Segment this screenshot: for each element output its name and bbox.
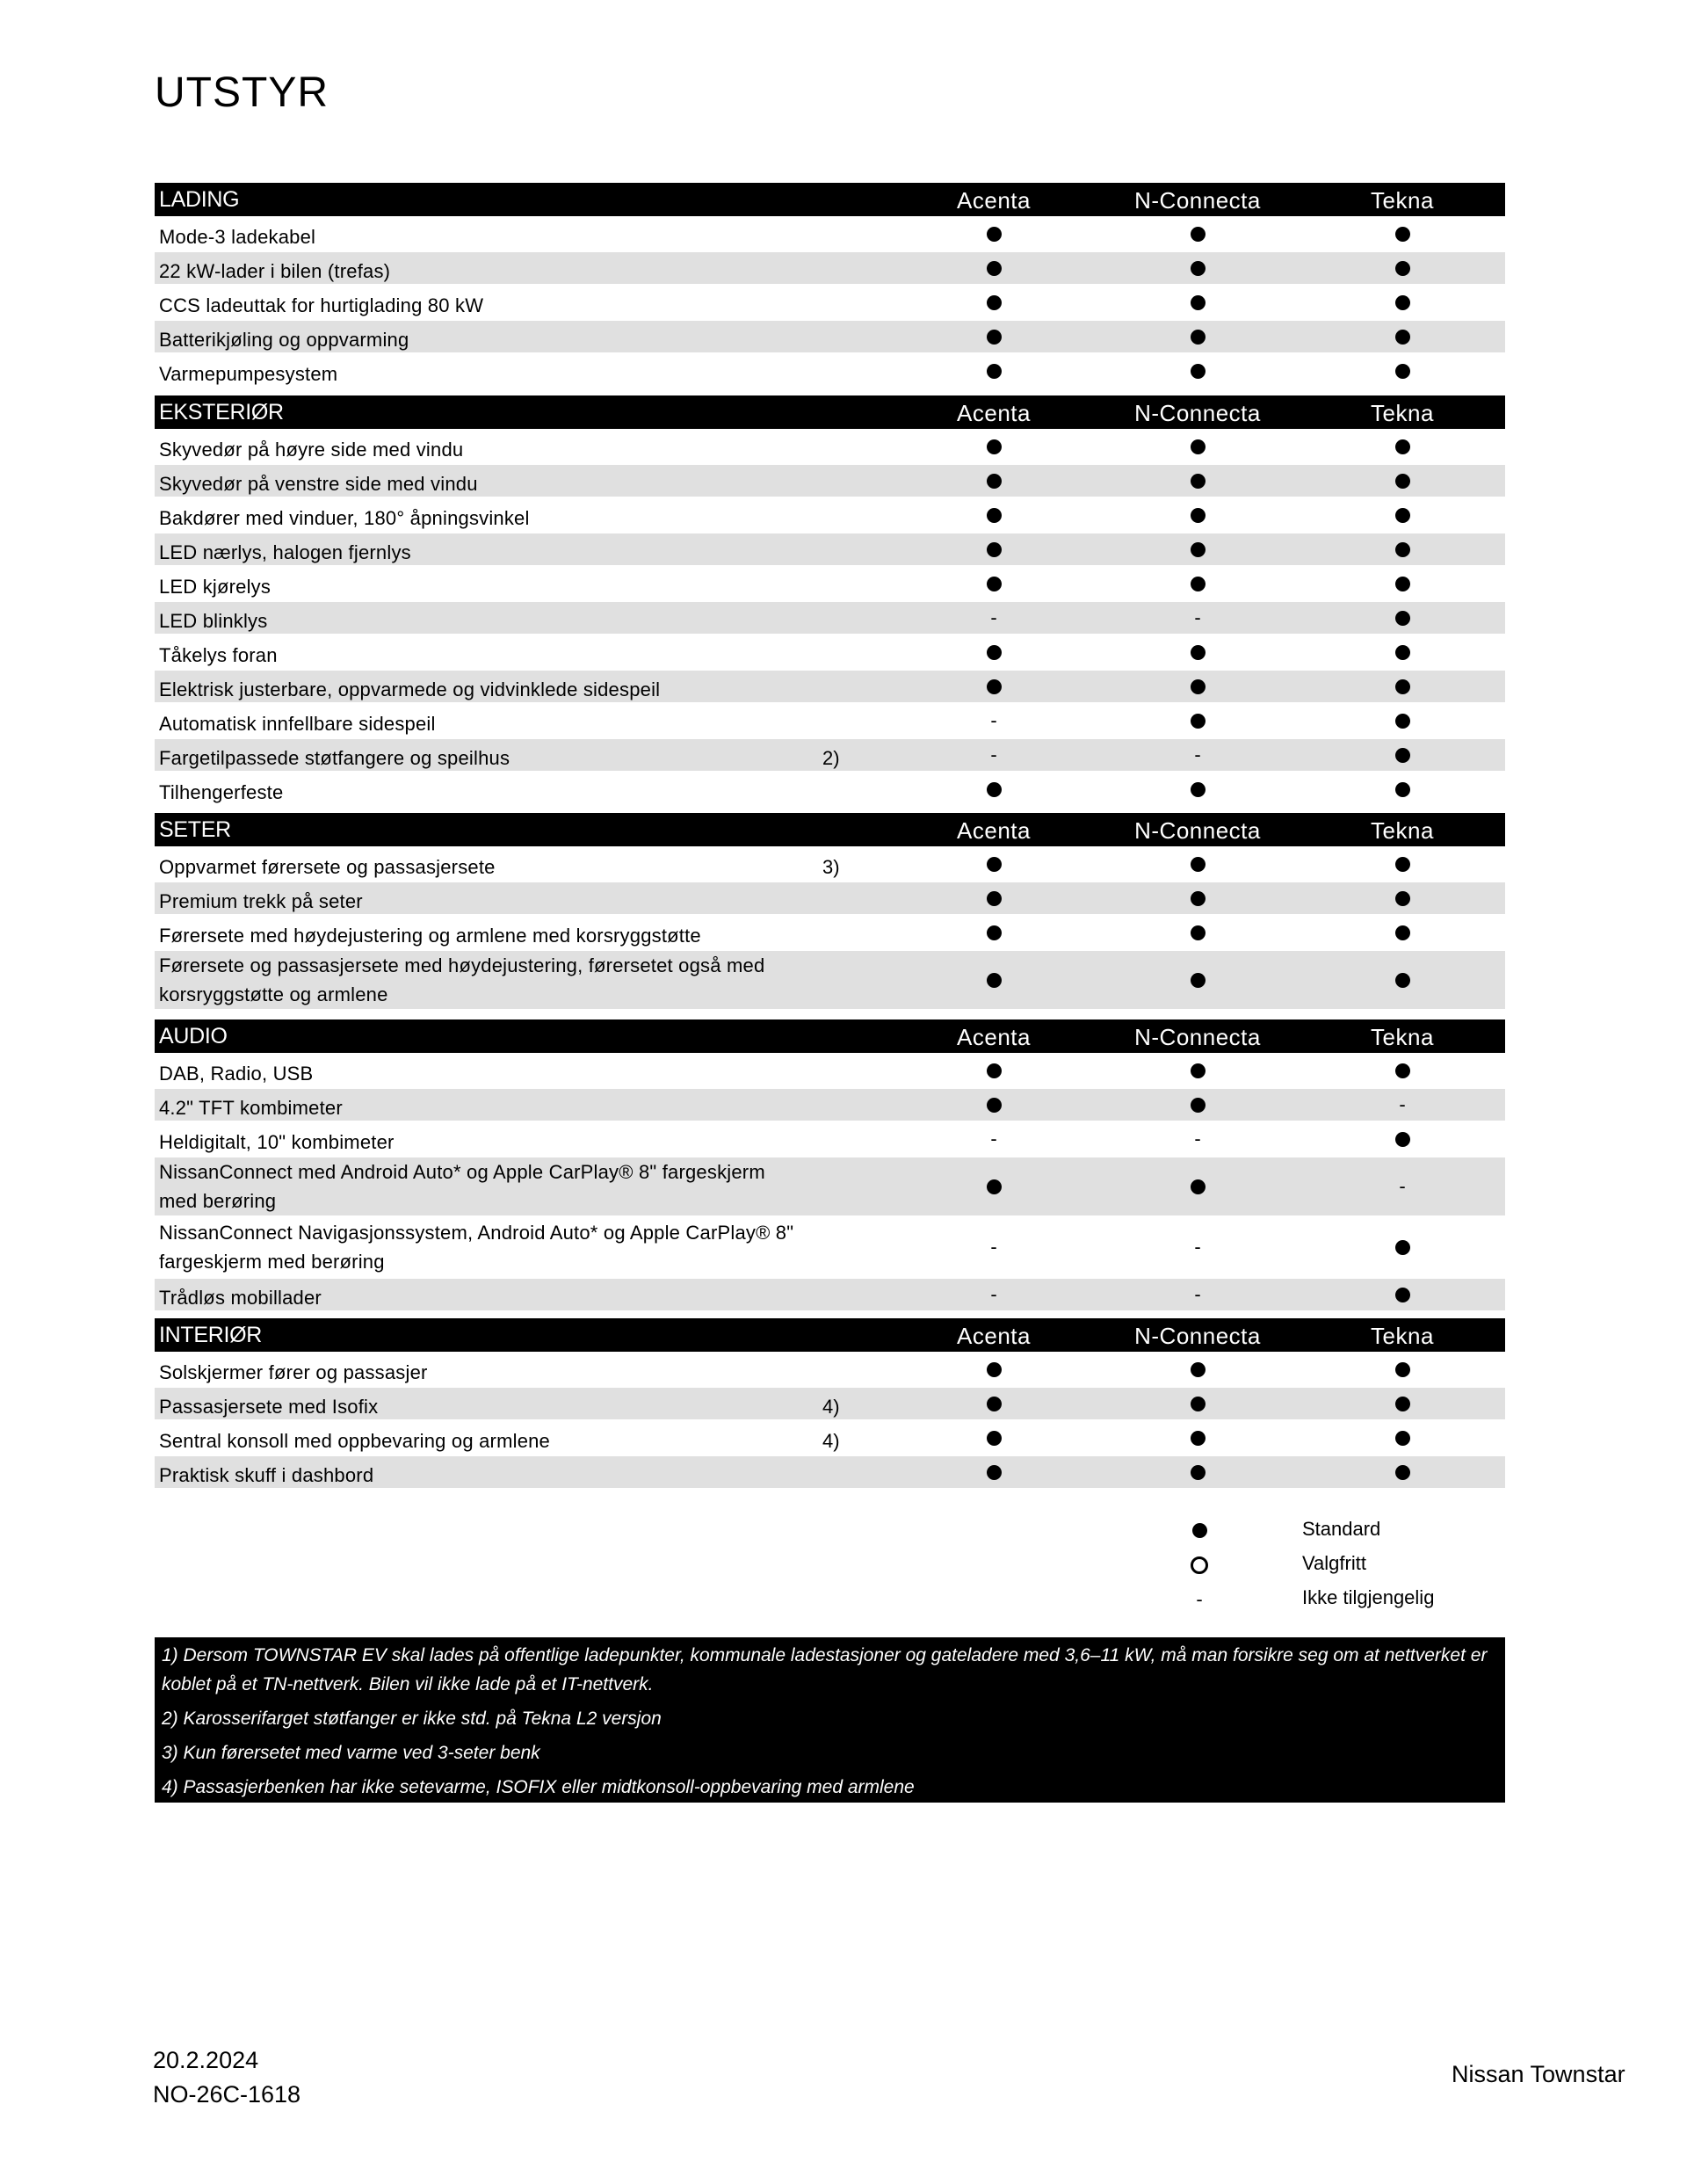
table-row (155, 321, 1505, 352)
availability-cell (1110, 287, 1285, 318)
standard-dot-icon (987, 645, 1002, 660)
standard-dot-icon (987, 295, 1002, 310)
standard-dot-icon (987, 364, 1002, 379)
standard-dot-icon (1191, 261, 1206, 276)
legend-optional-symbol (1142, 1548, 1256, 1582)
column-header: Acenta (957, 1024, 1031, 1050)
section-header (155, 1019, 1505, 1053)
legend-label: Valgfritt (1302, 1552, 1366, 1574)
footnote: 1) Dersom TOWNSTAR EV skal lades på offentlige ladepunkter, kommunale ladestasjoner og gateladere med 3,6–11 kW, må man forsikre seg om at nettverket er koblet på et TN-nettverk. Bilen vil ikke lade på et IT-nettverk. (162, 1645, 1488, 1694)
section-header (155, 183, 1505, 216)
standard-dot-icon (987, 542, 1002, 557)
spec-table-seter (155, 813, 1505, 1012)
feature-label: Fargetilpassede støtfangere og speilhus (159, 747, 510, 769)
standard-dot-icon (1395, 1397, 1410, 1411)
availability-cell (1110, 533, 1285, 565)
not-available-dash: - (1194, 1283, 1201, 1305)
availability-cell (1110, 739, 1285, 771)
not-available-dash: - (1194, 606, 1201, 628)
standard-dot-icon (1191, 925, 1206, 940)
column-header: Tekna (1371, 400, 1434, 426)
standard-dot-icon (1191, 227, 1206, 242)
feature-label: Førersete med høydejustering og armlene med korsryggstøtte (159, 925, 701, 947)
table-row (155, 1456, 1505, 1488)
availability-cell (906, 1456, 1082, 1488)
standard-dot-icon (1191, 330, 1206, 345)
column-header: Tekna (1371, 1323, 1434, 1349)
standard-dot-icon (1191, 1362, 1206, 1377)
standard-dot-icon (1395, 645, 1410, 660)
not-available-dash: - (1399, 1093, 1406, 1115)
feature-label: NissanConnect med Android Auto* og Apple CarPlay® 8" fargeskjerm med berøring (159, 1161, 765, 1212)
table-row (155, 1157, 1505, 1215)
feature-label: Bakdører med vinduer, 180° åpningsvinkel (159, 507, 530, 529)
availability-cell (1314, 465, 1490, 497)
standard-dot-icon (1191, 782, 1206, 797)
availability-cell (906, 1279, 1082, 1310)
standard-dot-icon (1191, 1063, 1206, 1078)
table-row (155, 252, 1505, 284)
availability-cell (906, 1157, 1082, 1215)
feature-label: Sentral konsoll med oppbevaring og armlene (159, 1430, 550, 1452)
table-row (155, 431, 1505, 462)
standard-dot-icon (987, 857, 1002, 872)
section-title: INTERIØR (159, 1323, 263, 1347)
column-header: Acenta (957, 400, 1031, 426)
legend (1142, 1513, 1511, 1616)
feature-label: Skyvedør på høyre side med vindu (159, 439, 464, 461)
standard-dot-icon (987, 330, 1002, 345)
availability-cell (1314, 739, 1490, 771)
availability-cell (1314, 355, 1490, 387)
availability-cell (906, 287, 1082, 318)
standard-dot-icon (1395, 227, 1410, 242)
standard-dot-icon (987, 474, 1002, 489)
section-title: AUDIO (159, 1024, 228, 1048)
availability-cell (906, 533, 1082, 565)
availability-cell (1314, 1279, 1490, 1310)
feature-label: Skyvedør på venstre side med vindu (159, 473, 478, 495)
table-row (155, 1353, 1505, 1385)
feature-label: DAB, Radio, USB (159, 1063, 314, 1085)
availability-cell (906, 1123, 1082, 1155)
standard-dot-icon (1191, 508, 1206, 523)
availability-cell (906, 321, 1082, 352)
standard-dot-icon (1191, 857, 1206, 872)
availability-cell (1314, 1123, 1490, 1155)
standard-dot-icon (1395, 1362, 1410, 1377)
feature-label: Førersete og passasjersete med høydejustering, førersetet også med korsryggstøtte og armlene (159, 954, 765, 1005)
not-available-dash: - (990, 744, 997, 765)
footnote-ref: 4) (822, 1430, 840, 1452)
column-header: Tekna (1371, 187, 1434, 214)
table-row (155, 499, 1505, 531)
legend-label: Standard (1302, 1518, 1381, 1540)
table-row (155, 568, 1505, 599)
standard-dot-icon (1191, 474, 1206, 489)
availability-cell (1110, 568, 1285, 599)
standard-dot-icon (1395, 474, 1410, 489)
feature-label: Elektrisk justerbare, oppvarmede og vidvinklede sidespeil (159, 678, 661, 700)
standard-dot-icon (1191, 679, 1206, 694)
availability-cell (1110, 1456, 1285, 1488)
not-available-dash: - (990, 709, 997, 731)
availability-cell (1110, 705, 1285, 736)
table-row (155, 602, 1505, 634)
legend-item (1142, 1582, 1511, 1616)
feature-label: NissanConnect Navigasjonssystem, Android Auto* og Apple CarPlay® 8" fargeskjerm med berøring (159, 1222, 794, 1273)
standard-dot-icon (1191, 973, 1206, 988)
standard-dot-icon (987, 1063, 1002, 1078)
availability-cell (1314, 1089, 1490, 1121)
standard-dot-icon (1395, 330, 1410, 345)
standard-dot-icon (1191, 1098, 1206, 1113)
footnotes (155, 1637, 1505, 1803)
standard-dot-icon (1395, 1465, 1410, 1480)
table-row (155, 218, 1505, 250)
availability-cell (906, 568, 1082, 599)
section-header (155, 813, 1505, 846)
standard-dot-icon (987, 925, 1002, 940)
availability-cell (1110, 1123, 1285, 1155)
feature-label: Automatisk innfellbare sidespeil (159, 713, 436, 735)
not-available-dash: - (1194, 1236, 1201, 1258)
feature-label: Trådløs mobillader (159, 1287, 322, 1309)
feature-label: Tilhengerfeste (159, 781, 284, 803)
feature-label: CCS ladeuttak for hurtiglading 80 kW (159, 294, 484, 316)
column-header: N-Connecta (1134, 1024, 1261, 1050)
standard-dot-icon (1395, 748, 1410, 763)
availability-cell (1110, 321, 1285, 352)
availability-cell (906, 1353, 1082, 1385)
standard-dot-icon (987, 891, 1002, 906)
section-header (155, 1318, 1505, 1352)
footnote: 3) Kun førersetet med varme ved 3-seter benk (162, 1743, 540, 1763)
availability-cell (1314, 568, 1490, 599)
availability-cell (1314, 917, 1490, 948)
availability-cell (1314, 848, 1490, 880)
standard-dot-icon (987, 1431, 1002, 1446)
standard-dot-icon (1192, 1523, 1207, 1538)
standard-dot-icon (987, 577, 1002, 591)
column-header: Acenta (957, 187, 1031, 214)
availability-cell (1314, 1218, 1490, 1276)
feature-label: Premium trekk på seter (159, 890, 363, 912)
spec-table-eksteriør (155, 395, 1505, 808)
legend-label: Ikke tilgjengelig (1302, 1586, 1435, 1608)
availability-cell (906, 1089, 1082, 1121)
standard-dot-icon (1191, 1397, 1206, 1411)
availability-cell (1110, 1388, 1285, 1419)
availability-cell (1314, 287, 1490, 318)
availability-cell (1314, 321, 1490, 352)
availability-cell (1110, 671, 1285, 702)
availability-cell (906, 431, 1082, 462)
standard-dot-icon (1395, 1431, 1410, 1446)
availability-cell (1314, 773, 1490, 805)
standard-dot-icon (1395, 679, 1410, 694)
availability-cell (1110, 951, 1285, 1009)
not-available-dash: - (1399, 1175, 1406, 1197)
availability-cell (1314, 1422, 1490, 1454)
standard-dot-icon (1395, 542, 1410, 557)
standard-dot-icon (1395, 782, 1410, 797)
page-title: UTSTYR (155, 69, 329, 116)
standard-dot-icon (1191, 295, 1206, 310)
feature-label: Mode-3 ladekabel (159, 226, 316, 248)
section-title: EKSTERIØR (159, 400, 284, 424)
availability-cell (1314, 533, 1490, 565)
standard-dot-icon (1395, 857, 1410, 872)
column-header: Tekna (1371, 1024, 1434, 1050)
availability-cell (1110, 1422, 1285, 1454)
footnote-ref: 4) (822, 1396, 840, 1418)
availability-cell (1110, 1218, 1285, 1276)
availability-cell (906, 602, 1082, 634)
spec-table-audio (155, 1019, 1505, 1313)
table-row (155, 1089, 1505, 1121)
column-header: Acenta (957, 1323, 1031, 1349)
column-header: N-Connecta (1134, 817, 1261, 844)
feature-label: LED kjørelys (159, 576, 272, 598)
standard-dot-icon (987, 439, 1002, 454)
standard-dot-icon (1395, 714, 1410, 729)
feature-label: Passasjersete med Isofix (159, 1396, 379, 1418)
not-available-dash: - (990, 1236, 997, 1258)
table-row (155, 1055, 1505, 1086)
availability-cell (906, 773, 1082, 805)
availability-cell (1314, 252, 1490, 284)
standard-dot-icon (987, 1465, 1002, 1480)
optional-ring-icon (1191, 1556, 1208, 1574)
availability-cell (906, 499, 1082, 531)
column-header: N-Connecta (1134, 1323, 1261, 1349)
availability-cell (906, 465, 1082, 497)
availability-cell (1110, 1055, 1285, 1086)
availability-cell (906, 252, 1082, 284)
availability-cell (1314, 431, 1490, 462)
availability-cell (1110, 773, 1285, 805)
table-row (155, 1123, 1505, 1155)
table-row (155, 1218, 1505, 1276)
availability-cell (906, 882, 1082, 914)
table-row (155, 705, 1505, 736)
standard-dot-icon (987, 1179, 1002, 1194)
availability-cell (1314, 499, 1490, 531)
availability-cell (906, 917, 1082, 948)
availability-cell (1110, 602, 1285, 634)
not-available-dash: - (1194, 744, 1201, 765)
standard-dot-icon (1191, 714, 1206, 729)
standard-dot-icon (987, 1397, 1002, 1411)
availability-cell (1314, 1456, 1490, 1488)
standard-dot-icon (987, 261, 1002, 276)
table-row (155, 671, 1505, 702)
section-title: LADING (159, 187, 240, 212)
table-row (155, 882, 1505, 914)
feature-label: Varmepumpesystem (159, 363, 338, 385)
footer-left (153, 2043, 300, 2112)
standard-dot-icon (1395, 439, 1410, 454)
availability-cell (1314, 1157, 1490, 1215)
standard-dot-icon (1395, 577, 1410, 591)
table-row (155, 465, 1505, 497)
availability-cell (1110, 1157, 1285, 1215)
table-row (155, 773, 1505, 805)
table-row (155, 917, 1505, 948)
availability-cell (906, 355, 1082, 387)
spec-table-interiør (155, 1318, 1505, 1491)
availability-cell (1110, 218, 1285, 250)
standard-dot-icon (1395, 1132, 1410, 1147)
availability-cell (1110, 252, 1285, 284)
standard-dot-icon (1395, 261, 1410, 276)
footnote: 4) Passasjerbenken har ikke setevarme, ISOFIX eller midtkonsoll-oppbevaring med armlene (162, 1777, 915, 1797)
table-row (155, 287, 1505, 318)
standard-dot-icon (1395, 1240, 1410, 1255)
standard-dot-icon (987, 508, 1002, 523)
availability-cell (1110, 355, 1285, 387)
feature-label: Praktisk skuff i dashbord (159, 1464, 374, 1486)
footer-code: NO-26C-1618 (153, 2081, 301, 2108)
availability-cell (906, 1055, 1082, 1086)
legend-standard-symbol (1142, 1513, 1256, 1548)
not-available-dash: - (990, 1283, 997, 1305)
availability-cell (1314, 705, 1490, 736)
standard-dot-icon (1395, 611, 1410, 626)
availability-cell (1314, 1353, 1490, 1385)
availability-cell (1314, 951, 1490, 1009)
table-row (155, 951, 1505, 1009)
standard-dot-icon (1191, 439, 1206, 454)
availability-cell (1314, 882, 1490, 914)
availability-cell (1314, 218, 1490, 250)
spec-table-lading (155, 183, 1505, 389)
standard-dot-icon (1191, 1431, 1206, 1446)
availability-cell (1110, 917, 1285, 948)
standard-dot-icon (1395, 295, 1410, 310)
standard-dot-icon (1395, 1288, 1410, 1302)
availability-cell (906, 848, 1082, 880)
column-header: Tekna (1371, 817, 1434, 844)
table-row (155, 533, 1505, 565)
standard-dot-icon (987, 973, 1002, 988)
availability-cell (1110, 636, 1285, 668)
table-row (155, 1388, 1505, 1419)
standard-dot-icon (1191, 542, 1206, 557)
standard-dot-icon (1395, 925, 1410, 940)
availability-cell (906, 671, 1082, 702)
not-available-dash: - (990, 1128, 997, 1150)
table-row (155, 636, 1505, 668)
column-header: Acenta (957, 817, 1031, 844)
availability-cell (1110, 1089, 1285, 1121)
standard-dot-icon (987, 1098, 1002, 1113)
table-row (155, 739, 1505, 771)
availability-cell (906, 1388, 1082, 1419)
availability-cell (906, 1218, 1082, 1276)
availability-cell (1314, 636, 1490, 668)
feature-label: 4.2" TFT kombimeter (159, 1097, 343, 1119)
standard-dot-icon (987, 782, 1002, 797)
section-title: SETER (159, 817, 231, 842)
standard-dot-icon (987, 679, 1002, 694)
legend-none-symbol: - (1196, 1587, 1203, 1610)
table-row (155, 1279, 1505, 1310)
standard-dot-icon (1191, 577, 1206, 591)
footer-model: Nissan Townstar (1452, 2061, 1625, 2087)
availability-cell (1110, 882, 1285, 914)
standard-dot-icon (1395, 891, 1410, 906)
standard-dot-icon (987, 1362, 1002, 1377)
feature-label: LED nærlys, halogen fjernlys (159, 541, 411, 563)
section-header (155, 395, 1505, 429)
standard-dot-icon (1191, 1465, 1206, 1480)
availability-cell (1110, 465, 1285, 497)
availability-cell (1314, 671, 1490, 702)
feature-label: Solskjermer fører og passasjer (159, 1361, 428, 1383)
standard-dot-icon (1191, 1179, 1206, 1194)
not-available-dash: - (990, 606, 997, 628)
feature-label: Oppvarmet førersete og passasjersete (159, 856, 496, 878)
availability-cell (1314, 1388, 1490, 1419)
availability-cell (1110, 1279, 1285, 1310)
availability-cell (906, 739, 1082, 771)
feature-label: Heldigitalt, 10" kombimeter (159, 1131, 395, 1153)
feature-label: Batterikjøling og oppvarming (159, 329, 409, 351)
not-available-dash: - (1194, 1128, 1201, 1150)
standard-dot-icon (1395, 973, 1410, 988)
availability-cell (1314, 1055, 1490, 1086)
legend-item (1142, 1548, 1511, 1582)
availability-cell (1110, 1353, 1285, 1385)
availability-cell (906, 705, 1082, 736)
availability-cell (906, 1422, 1082, 1454)
availability-cell (906, 636, 1082, 668)
standard-dot-icon (987, 227, 1002, 242)
standard-dot-icon (1395, 364, 1410, 379)
standard-dot-icon (1191, 364, 1206, 379)
footnote: 2) Karosserifarget støtfanger er ikke std. på Tekna L2 versjon (162, 1709, 662, 1729)
standard-dot-icon (1191, 891, 1206, 906)
feature-label: Tåkelys foran (159, 644, 278, 666)
standard-dot-icon (1395, 508, 1410, 523)
availability-cell (1110, 431, 1285, 462)
standard-dot-icon (1191, 645, 1206, 660)
table-row (155, 1422, 1505, 1454)
feature-label: 22 kW-lader i bilen (trefas) (159, 260, 391, 282)
footnote-ref: 3) (822, 856, 840, 878)
footnote-ref: 2) (822, 747, 840, 769)
standard-dot-icon (1395, 1063, 1410, 1078)
availability-cell (906, 218, 1082, 250)
footer-date: 20.2.2024 (153, 2047, 259, 2073)
table-row (155, 848, 1505, 880)
legend-item (1142, 1513, 1511, 1548)
availability-cell (1314, 602, 1490, 634)
table-row (155, 355, 1505, 387)
availability-cell (1110, 499, 1285, 531)
column-header: N-Connecta (1134, 187, 1261, 214)
availability-cell (906, 951, 1082, 1009)
column-header: N-Connecta (1134, 400, 1261, 426)
availability-cell (1110, 848, 1285, 880)
feature-label: LED blinklys (159, 610, 268, 632)
